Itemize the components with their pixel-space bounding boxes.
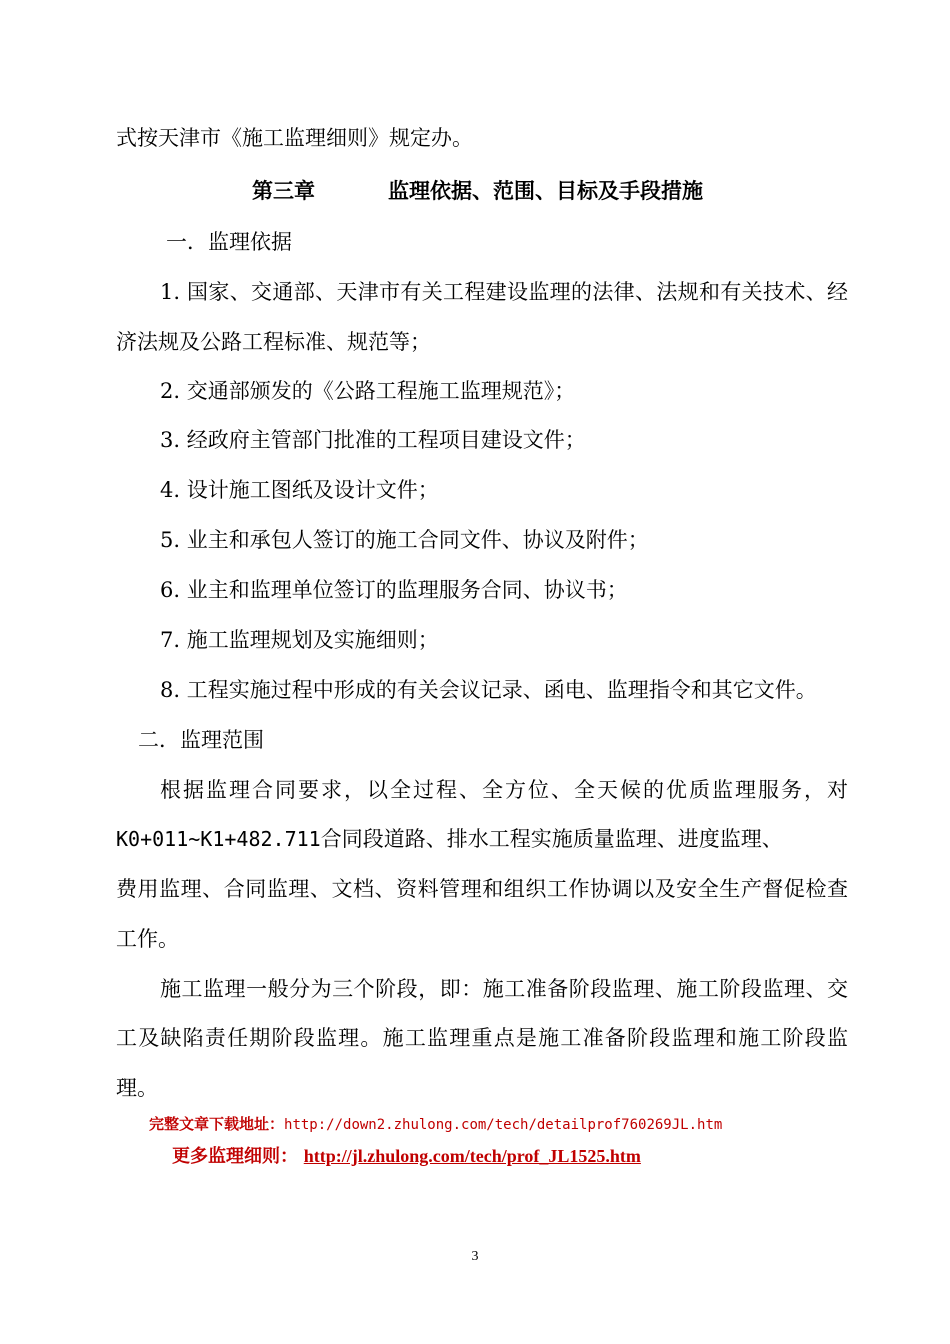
chapter-title: 监理依据、范围、目标及手段措施 xyxy=(388,179,703,203)
basis-item-3: 3. 经政府主管部门批准的工程项目建设文件； xyxy=(160,428,586,452)
chainage-range: K0+011~K1+482.711 xyxy=(116,827,321,851)
download-link[interactable]: http://down2.zhulong.com/tech/detailprof760269JL.htm xyxy=(284,1117,723,1133)
scope-p1-line2 xyxy=(116,824,848,854)
basis-item-1-line2: 济法规及公路工程标准、规范等； xyxy=(116,330,431,354)
basis-item-1-line1: 1. 国家、交通部、天津市有关工程建设监理的法律、法规和有关技术、经 xyxy=(160,280,848,304)
chapter-number: 第三章 xyxy=(252,179,315,203)
basis-item-1 xyxy=(160,277,848,307)
scope-p1-line1: 根据监理合同要求，以全过程、全方位、全天候的优质监理服务，对 xyxy=(160,778,848,802)
scope-p1-line4: 工作。 xyxy=(116,927,179,951)
basis-item-2: 2. 交通部颁发的《公路工程施工监理规范》； xyxy=(160,379,576,403)
scope-p2-line1: 施工监理一般分为三个阶段，即：施工准备阶段监理、施工阶段监理、交 xyxy=(160,977,848,1001)
section-heading-basis: 一．监理依据 xyxy=(166,230,292,254)
download-label: 完整文章下载地址： xyxy=(149,1115,285,1133)
basis-item-8: 8. 工程实施过程中形成的有关会议记录、函电、监理指令和其它文件。 xyxy=(160,678,817,702)
more-label: 更多监理细则： xyxy=(172,1146,298,1167)
scope-p1-line3: 费用监理、合同监理、文档、资料管理和组织工作协调以及安全生产督促检查 xyxy=(116,877,848,901)
scope-p2-line2: 工及缺陷责任期阶段监理。施工监理重点是施工准备阶段监理和施工阶段监 xyxy=(116,1026,848,1050)
more-link-line xyxy=(172,1143,641,1170)
more-link[interactable]: http://jl.zhulong.com/tech/prof_JL1525.htm xyxy=(303,1146,641,1166)
scope-p2-line3: 理。 xyxy=(116,1076,158,1100)
chapter-heading xyxy=(0,175,950,207)
download-link-line xyxy=(149,1112,722,1137)
basis-item-5: 5. 业主和承包人签订的施工合同文件、协议及附件； xyxy=(160,528,649,552)
basis-item-6: 6. 业主和监理单位签订的监理服务合同、协议书； xyxy=(160,578,628,602)
page-number: 3 xyxy=(471,1249,479,1264)
section-heading-scope: 二．监理范围 xyxy=(138,728,264,752)
scope-p1-line2-rest: 合同段道路、排水工程实施质量监理、进度监理、 xyxy=(320,827,783,851)
basis-item-4: 4. 设计施工图纸及设计文件； xyxy=(160,478,439,502)
continuation-text: 式按天津市《施工监理细则》规定办。 xyxy=(116,126,473,150)
basis-item-7: 7. 施工监理规划及实施细则； xyxy=(160,628,439,652)
